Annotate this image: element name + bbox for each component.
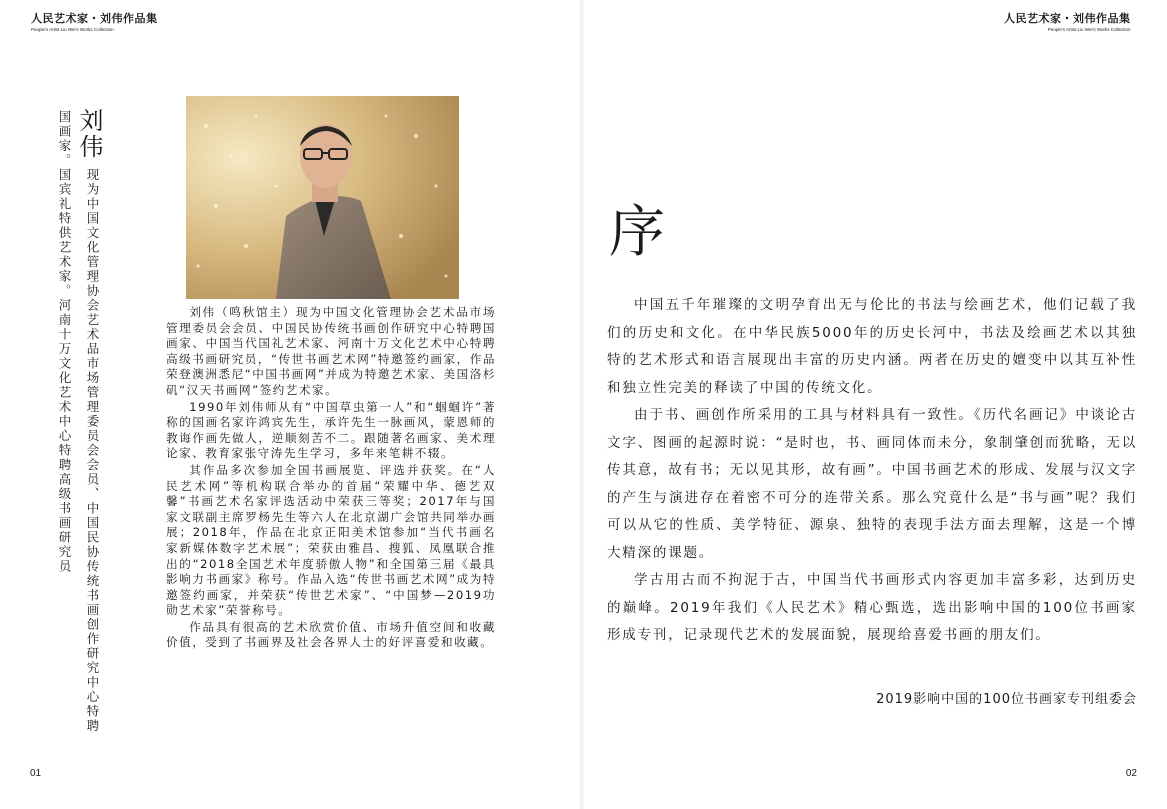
header-title: 人民艺术家・刘伟作品集 [1004, 12, 1131, 25]
right-header [1004, 10, 1131, 32]
portrait-illustration [186, 96, 459, 299]
header-subtitle: People's Artist Liu Wei's Works Collection [31, 27, 114, 32]
page-number-left: 01 [30, 768, 42, 779]
left-header [31, 10, 158, 32]
vertical-name: 刘伟 [75, 108, 103, 160]
header-title: 人民艺术家・刘伟作品集 [31, 12, 158, 25]
preface-paragraph: 由于书、画创作所采用的工具与材料具有一致性。《历代名画记》中谈论古文字、图画的起源时说：“是时也，书、画同体而未分，象制肇创而犹略，无以传其意，故有书；无以见其形，故有画”。中国书画艺术的形成、发展与汉文字的产生与演进存在着密不可分的连带关系。那么究竟什么是“书与画”呢？我们可以从它的性质、美学特征、源泉、独特的表现手法方面去理解，这是一个博大精深的课题。 [607, 407, 1137, 561]
preface-body [607, 292, 1137, 650]
left-page [0, 0, 582, 809]
artist-portrait-photo [186, 96, 459, 299]
vertical-intro-column-1: 现为中国文化管理协会艺术品市场管理委员会会员、中国民协传统书画创作研究中心特聘 [85, 168, 100, 734]
preface-paragraph: 学古用古而不拘泥于古，中国当代书画形式内容更加丰富多彩，达到历史的巅峰。2019年我们《人民艺术》精心甄选，选出影响中国的100位书画家形成专刊，记录现代艺术的发展面貌，展现给喜爱书画的朋友们。 [607, 572, 1137, 643]
bio-paragraph: 1990年刘伟师从有“中国草虫第一人”和“蝈蝈许”著称的国画名家许鸿宾先生，承许先生一脉画风，蒙恩师的教诲作画先做人，逆顺刻苦不二。跟随著名画家、美术理论家、教育家张守涛先生学习，多年来笔耕不辍。 [166, 399, 496, 461]
preface-title: 序 [609, 200, 665, 265]
bio-paragraph: 作品具有很高的艺术欣赏价值、市场升值空间和收藏价值，受到了书画界及社会各界人士的好评喜爱和收藏。 [166, 619, 496, 650]
preface-signature: 2019影响中国的100位书画家专刊组委会 [876, 692, 1137, 707]
page-number-right: 02 [1125, 768, 1137, 779]
preface-paragraph: 中国五千年璀璨的文明孕育出无与伦比的书法与绘画艺术，他们记载了我们的历史和文化。在中华民族5000年的历史长河中，书法及绘画艺术以其独特的艺术形式和语言展现出丰富的历史内涵。两者在历史的嬗变中以其互补性和独立性完美的释读了中国的传统文化。 [607, 297, 1137, 396]
header-subtitle: People's Artist Liu Wei's Works Collection [1047, 27, 1131, 32]
bio-paragraph: 其作品多次参加全国书画展览、评选并获奖。在“人民艺术网”等机构联合举办的首届“荣耀中华、德艺双馨”书画艺术名家评选活动中荣获三等奖；2017年与国家文联副主席罗杨先生等六人在北京湖广会馆共同举办画展；2018年，作品在北京正阳美术馆参加“当代书画名家新媒体数字艺术展”；荣获由雅昌、搜狐、凤凰联合推出的“2018全国艺术年度骄傲人物”和全国第三届《最具影响力书画家》称号。作品入选“传世书画艺术网”成为特邀签约画家，并荣获“传世艺术家”、“中国梦—2019功勋艺术家”荣誉称号。 [166, 462, 496, 618]
right-page [584, 0, 1167, 809]
bio-paragraph: 刘伟（鸣秋馆主）现为中国文化管理协会艺术品市场管理委员会会员、中国民协传统书画创作研究中心特聘国画家、中国当代国礼艺术家、河南十万文化艺术中心特聘高级书画研究员，“传世书画艺术网”特邀签约画家，作品荣登澳洲悉尼“中国书画网”并成为特邀艺术家、美国洛杉矶“汉天书画网”签约艺术家。 [166, 305, 496, 397]
vertical-intro-column-2: 国画家。国宾礼特供艺术家。河南十万文化艺术中心特聘高级书画研究员 [57, 110, 72, 574]
artist-biography [166, 305, 496, 652]
